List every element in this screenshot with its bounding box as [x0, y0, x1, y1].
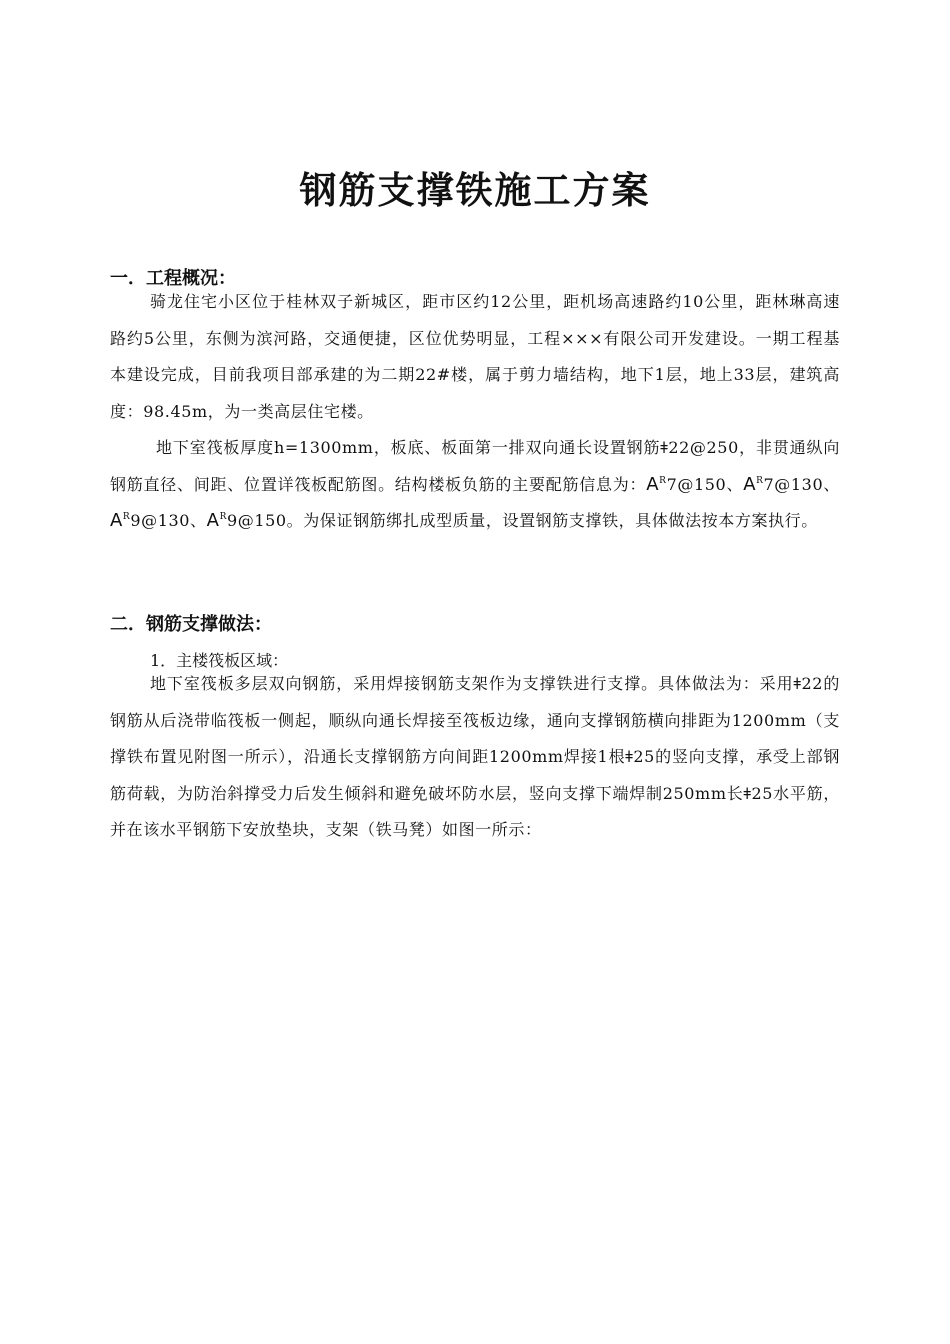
section-2-subheading: 1．主楼筏板区域： [150, 651, 289, 670]
rebar-grade-superscript: R [756, 475, 764, 486]
rebar-grade-superscript: R [659, 475, 667, 486]
rebar-grade-superscript: R [219, 512, 227, 522]
section-2-paragraph-1: 地下室筏板多层双向钢筋，采用焊接钢筋支架作为支撑铁进行支撑。具体做法为：采用ǂ22的钢筋从后浇带临筏板一侧起，顺纵向通长焊接至筏板边缘，通向支撑钢筋横向排距为1200mm（支撑铁布置见附图一所示），沿通长支撑钢筋方向间距1200mm焊接1根ǂ25的竖向支撑，承受上部钢筋荷载，为防治斜撑受力后发生倾斜和避免破坏防水层，竖向支撑下端焊制250mm长ǂ25水平筋，并在该水平钢筋下安放垫块，支架（铁马凳）如图一所示： [110, 674, 840, 839]
rebar-grade-symbol: A [206, 510, 220, 531]
document-title: 钢筋支撑铁施工方案 [299, 169, 651, 212]
rebar-spec-2: 7@130、 [763, 474, 840, 494]
paragraph-2-text-end: 为保证钢筋绑扎成型质量，设置钢筋支撑铁，具体做法按本方案执行。 [303, 511, 818, 530]
rebar-spec-1: 7@150、 [666, 474, 744, 494]
section-2-heading: 二．钢筋支撑做法： [110, 614, 272, 635]
section-1-heading: 一．工程概况： [110, 268, 236, 289]
section-1-paragraph-2 [110, 430, 840, 540]
rebar-grade-symbol: A [110, 510, 123, 531]
rebar-grade-symbol: A [646, 473, 660, 495]
section-1-paragraph-1: 骑龙住宅小区位于桂林双子新城区，距市区约12公里，距机场高速路约10公里，距林琳高速路约5公里，东侧为滨河路，交通便捷，区位优势明显，工程×××有限公司开发建设。一期工程基本建设完成，目前我项目部承建的为二期22#楼，属于剪力墙结构，地下1层，地上33层，建筑高度：98.45m，为一类高层住宅楼。 [110, 292, 840, 421]
rebar-spec-3: 9@130、 [130, 511, 207, 530]
paragraph-2-text-start: 地下室筏板厚度h=1300mm，板底、板面第一排双向通长设置钢筋ǂ22@250，非贯通纵向钢筋直径、间距、位置详筏板配筋图。结构楼板负筋的主要配筋信息为： [110, 438, 840, 494]
rebar-grade-superscript: R [122, 512, 131, 522]
rebar-grade-symbol: A [743, 473, 757, 495]
rebar-spec-4: 9@150。 [226, 511, 304, 530]
